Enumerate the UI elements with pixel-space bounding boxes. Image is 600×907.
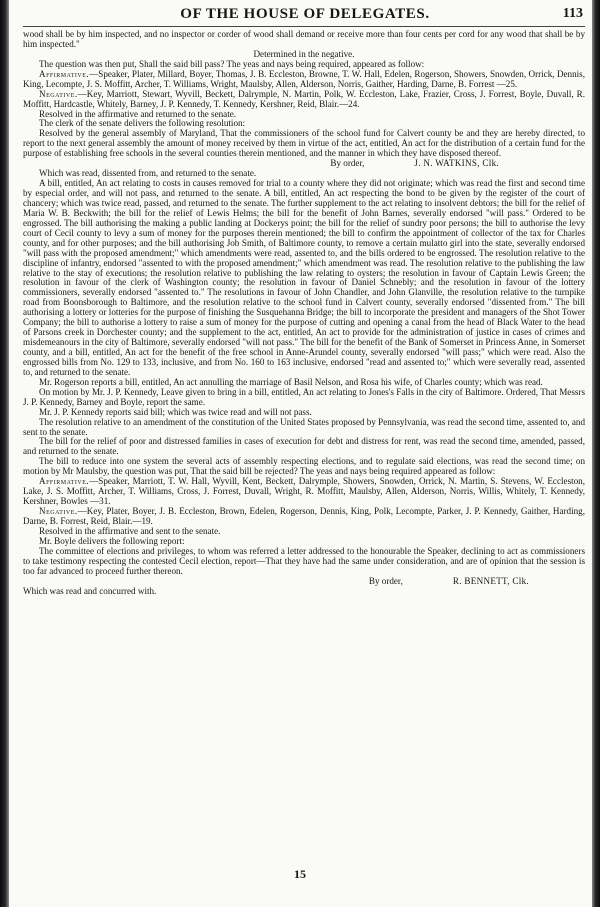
right-binding-shadow	[592, 0, 600, 907]
proceedings-part-2	[23, 169, 585, 576]
paragraph-text: The bill to reduce into one system the several acts of assembly respecting elections, and to regulate said elections, was read the second time; on motion by Mr Maulsby, the question was put, That the said bill be rejected? The yeas and nays being required appeared as follow:	[23, 456, 585, 477]
order-signature-2	[23, 577, 585, 587]
by-order-text: By order,	[330, 158, 365, 169]
paragraph-text: Mr. Boyle delivers the following report:	[39, 535, 185, 546]
paragraph-text: Resolved in the affirmative and sent to the senate.	[39, 525, 221, 536]
paragraph-text: The resolution relative to an amendment of the constitution of the United States proposed by Pennsylvania, was read the second time, assented to, and sent to the senate.	[23, 416, 585, 437]
paragraph-text: —Speaker, Plater, Millard, Boyer, Thomas, J. B. Eccleston, Browne, T. W. Hall, Edelen, Rogerson, Showers, Snowden, Orrick, Dennis, King, Lecompte, J. S. Moffitt, Archer, T. Williams, Wright, Maulsby, Allen, Alderson, Norris, Gaither, Harding, Darne, B. Forrest —25.	[23, 68, 585, 89]
paragraph	[23, 30, 585, 50]
paragraph-text: Determined in the negative.	[253, 48, 355, 59]
paragraph-text: The question was then put, Shall the said bill pass? The yeas and nays being required, appeared as follow:	[39, 58, 425, 69]
by-order-text-2: By order,	[368, 575, 403, 586]
running-head: OF THE HOUSE OF DELEGATES.	[180, 6, 430, 22]
paragraph-text: On motion by Mr. J. P. Kennedy, Leave given to bring in a bill, entitled, An act relating to Jones's Falls in the city of Baltimore. Ordered, That Messrs J. P. Kennedy, Barney and Boyle, report the same.	[23, 386, 585, 407]
paragraph	[23, 507, 585, 527]
paragraph-text: A bill, entitled, An act relating to costs in causes removed for trial to a county where they did not originate; which was read the first and second time by especial order, and will not pass, and returned to the senate. A bill, entitled, An act respecting the bond to be given by the register of the court of chancery; which was twice read, passed, and returned to the senate. The further supplement to the act relating to insolvent debtors; the bill for the relief of Maria W. B. Beckwith; the bill for the relief of Lewis Helms; the bill for the benefit of John Barnes, severally endorsed "will pass." Ordered to be engrossed. The bill authorising the making a public landing at Dockerys point; the bill for the relief of sundry poor persons; the bill to authorise the levy court of Cecil county to levy a sum of money for the purposes therein mentioned; the bill to confirm the appointment of collector of the tax for Charles county, and for other purposes; and the bill authorising Job Smith, of Baltimore county, to remove a certain mulatto girl into the state, severally endorsed "will pass with the proposed amendment;" which amendments were read, assented to, and the bills ordered to be engrossed. The resolution relative to the discipline of infantry, endorsed "assented to with the proposed amendment;" which amendment was read. The resolution relative to the publishing the law relative to the stay of executions; the resolution relative to publishing the law relating to oysters; the resolution in favour of Captain Lewis Green; the resolution in favour of the clerk of Washington county; the resolution in favour of Daniel Schnebly; and the resolution in favour of the lottery commissioners, severally endorsed "assented to." The resolutions in favour of John Chandler, and John Glanville, the resolution relative to the turnpike road from Boonsborough to Baltimore, and the resolution relative to the school fund in Calvert county, severally endorsed "dissented from." The bill authorising a lottery or lotteries for the purpose of finishing the Susquehanna Bridge; the bill to incorporate the president and managers of the Shot Tower Company; the bill to authorise a lottery to raise a sum of money for the purpose of cutting and opening a canal from the head of Black Water to the head of Parsons creek in Dorchester county; and the supplement to the act, entitled, An act to provide for the administration of justice in cases of crimes and misdemeanours in the city of Baltimore, severally endorsed "will not pass." The bill for the benefit of the Bank of Somerset in Princess Anne, in Somerset county, and a bill, entitled, An act for the benefit of the free school in Anne-Arundel county, severally endorsed "will pass;" which were read. Also the engrossed bills from No. 129 to 133, inclusive, and from No. 160 to 163 inclusive, endorsed "read and assented to;" which were severally read, assented to, and returned to the senate.	[23, 178, 585, 377]
header-rule	[23, 26, 585, 27]
paragraph-text: Resolved in the affirmative and returned to the senate.	[39, 108, 237, 119]
closing-line: Which was read and concurred with.	[23, 585, 157, 596]
journal-body	[23, 30, 585, 596]
paragraph-text: —Key, Marriott, Stewart, Wyvill, Beckett, Dalrymple, N. Martin, Polk, W. Eccleston, Lake, Frazier, Cross, J. Forrest, Boyle, Duvall, R. Moffitt, Hardcastle, Whitely, Barney, J. P. Kennedy, T. Kennedy, Kershner, Reid, Blair.—24.	[23, 88, 585, 109]
paragraph-text: Mr. Rogerson reports a bill, entitled, An act annulling the marriage of Basil Nelson, and Rosa his wife, of Charles county; which was read.	[39, 376, 543, 387]
paragraph	[23, 457, 585, 477]
journal-page	[9, 0, 592, 907]
paragraph-text: —Speaker, Marriott, T. W. Hall, Wyvill, Kent, Beckett, Dalrymple, Showers, Snowden, Orrick, N. Martin, S. Stevens, W. Eccleston, Lake, J. S. Moffitt, Archer, T. Williams, Cross, J. Forrest, Duvall, Wright, R. Moffitt, Maulsby, Allen, Alderson, Norris, Willis, Whitely, T. Kennedy, Kershner, Bowles —31.	[23, 476, 585, 507]
paragraph-text: —Key, Plater, Boyer, J. B. Eccleston, Brown, Edelen, Rogerson, Dennis, King, Polk, Lecompte, Parker, J. P. Kennedy, Gaither, Harding, Darne, B. Forrest, Reid, Blair.—19.	[23, 506, 585, 526]
vote-label: Affirmative.	[39, 68, 90, 79]
paragraph	[23, 437, 585, 457]
paragraph	[23, 477, 585, 507]
page-header	[21, 6, 589, 28]
proceedings-part-1	[23, 30, 585, 159]
paragraph	[23, 547, 585, 577]
paragraph	[23, 70, 585, 90]
paragraph-text: wood shall be by him inspected, and no inspector or corder of wood shall demand or receive more than four cents per cord for any wood that shall be by him inspected."	[23, 29, 585, 49]
paragraph-text: Which was read, dissented from, and returned to the senate.	[39, 168, 257, 179]
paragraph-text: The clerk of the senate delivers the following resolution:	[39, 118, 246, 129]
paragraph	[23, 179, 585, 378]
paragraph-text: The committee of elections and privileges, to whom was referred a letter addressed to the honourable the Speaker, declining to act as commissioners to take testimony respecting the contested Cecil election, report—That they have had the same under consideration, and are of opinion that the session is too far advanced to proceed further thereon.	[23, 545, 585, 576]
paragraph-text: The bill for the relief of poor and distressed families in cases of execution for debt and distress for rent, was read the second time, amended, passed, and returned to the senate.	[23, 436, 585, 457]
left-binding-shadow	[0, 0, 9, 907]
vote-label: Negative.	[39, 88, 78, 99]
paragraph	[23, 90, 585, 110]
page-number: 113	[562, 6, 583, 21]
paragraph	[23, 129, 585, 159]
signature-mark: 15	[294, 867, 306, 881]
paragraph-text: Mr. J. P. Kennedy reports said bill; which was twice read and will not pass.	[39, 406, 312, 417]
paragraph	[23, 388, 585, 408]
clerk-signature: J. N. WATKINS, Clk.	[414, 158, 499, 169]
paragraph	[23, 418, 585, 438]
paragraph-text: Resolved by the general assembly of Maryland, That the commissioners of the school fund for Calvert county be and they are hereby directed, to report to the next general assembly the amount of money received by them in virtue of the act, entitled, An act for the distribution of a certain fund for the purpose of establishing free schools in the several counties therein mentioned, and the manner in which they have disposed thereof.	[23, 128, 585, 159]
clerk-signature-2: R. BENNETT, Clk.	[452, 575, 529, 586]
vote-label: Negative.	[39, 506, 78, 516]
vote-label: Affirmative.	[39, 476, 90, 487]
